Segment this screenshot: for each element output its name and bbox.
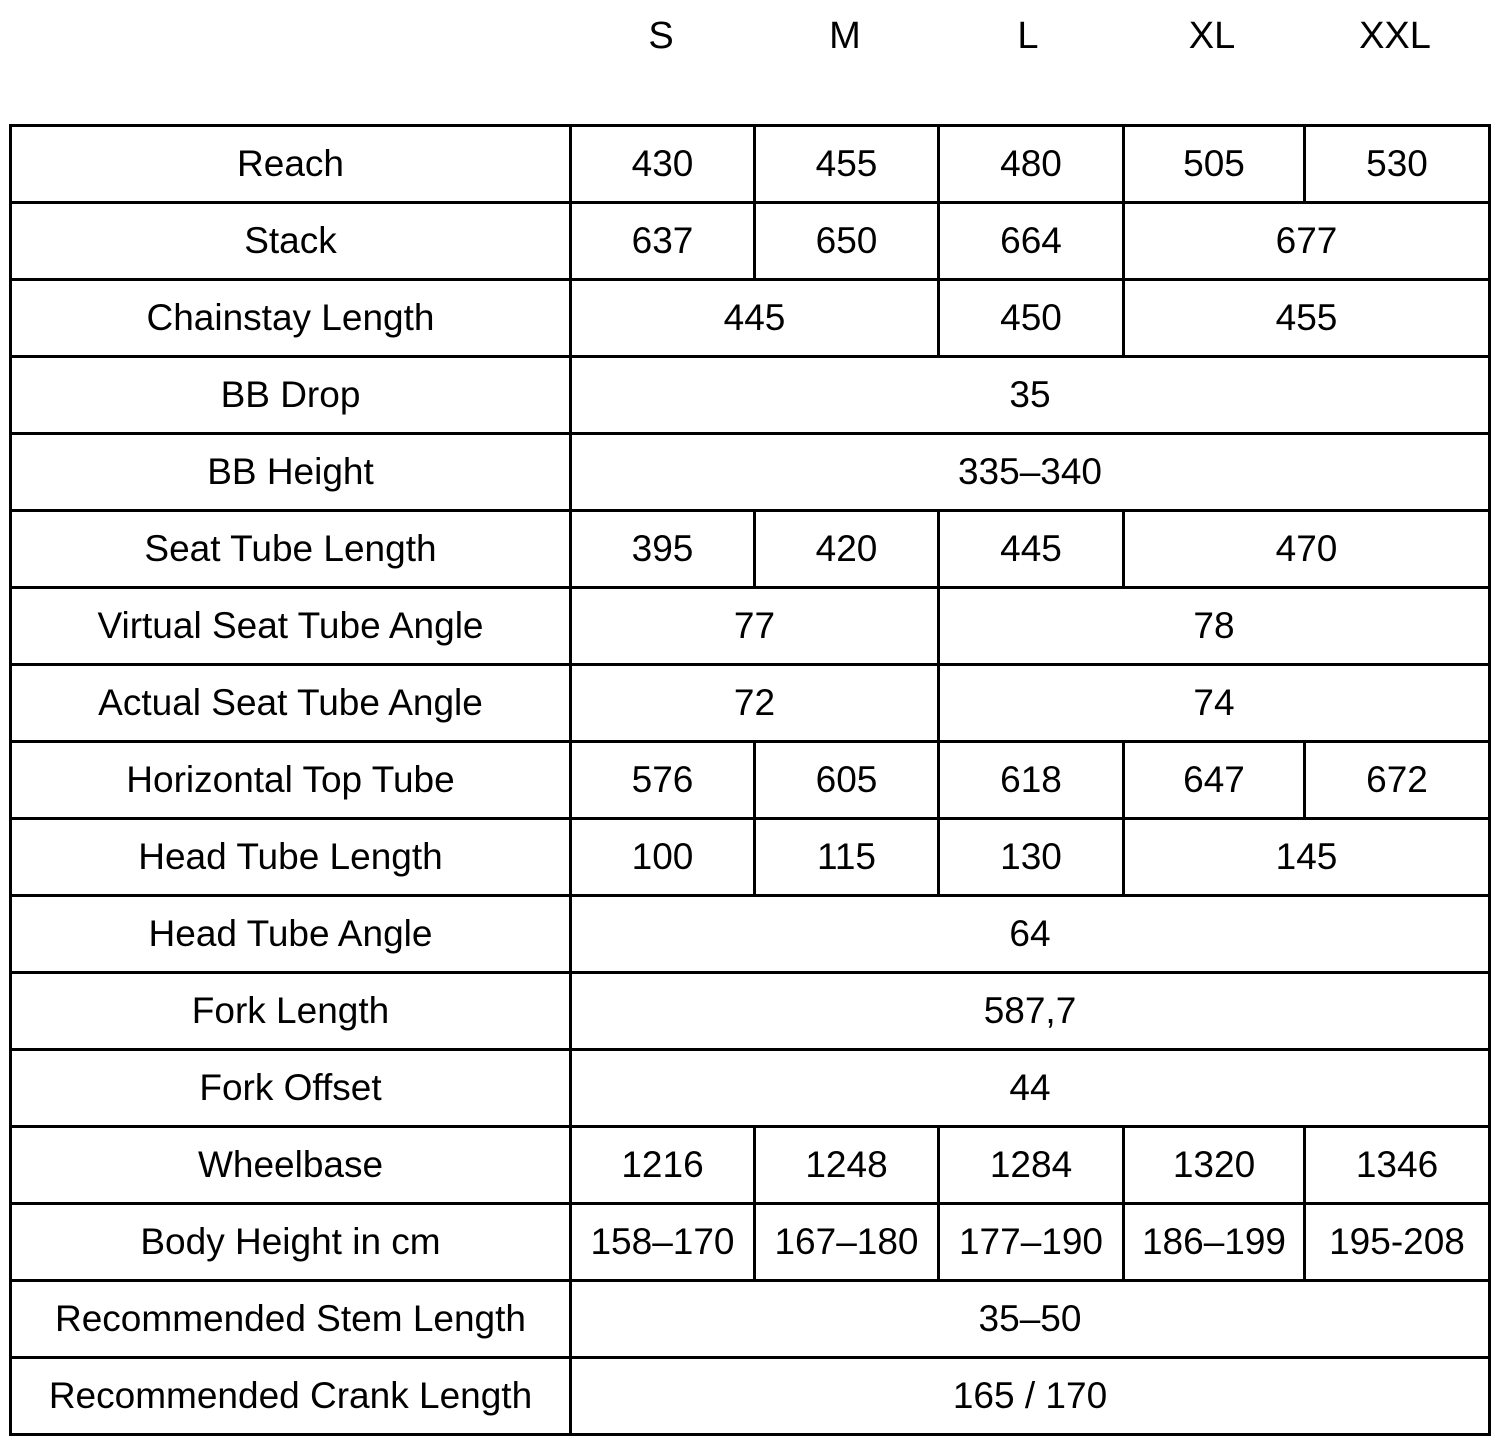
size-header-xxl: XXL xyxy=(1359,15,1431,57)
size-header-l: L xyxy=(1017,15,1039,57)
value-cell: 115 xyxy=(755,819,939,896)
table-row xyxy=(11,280,1490,357)
value-cell: 44 xyxy=(571,1050,1490,1127)
value-cell: 335–340 xyxy=(571,434,1490,511)
value-cell: 470 xyxy=(1124,511,1490,588)
value-cell: 72 xyxy=(571,665,939,742)
value-cell: 1284 xyxy=(939,1127,1124,1204)
value-cell: 480 xyxy=(939,126,1124,203)
value-cell: 430 xyxy=(571,126,755,203)
table-row xyxy=(11,665,1490,742)
value-cell: 167–180 xyxy=(755,1204,939,1281)
value-cell: 195-208 xyxy=(1305,1204,1490,1281)
row-label: Body Height in cm xyxy=(11,1204,571,1281)
table-row xyxy=(11,434,1490,511)
value-cell: 35 xyxy=(571,357,1490,434)
value-cell: 647 xyxy=(1124,742,1305,819)
row-label: Seat Tube Length xyxy=(11,511,571,588)
value-cell: 145 xyxy=(1124,819,1490,896)
value-cell: 158–170 xyxy=(571,1204,755,1281)
value-cell: 35–50 xyxy=(571,1281,1490,1358)
row-label: BB Drop xyxy=(11,357,571,434)
value-cell: 450 xyxy=(939,280,1124,357)
value-cell: 177–190 xyxy=(939,1204,1124,1281)
size-header-m: M xyxy=(829,15,861,57)
row-label: BB Height xyxy=(11,434,571,511)
row-label: Wheelbase xyxy=(11,1127,571,1204)
table-row xyxy=(11,1050,1490,1127)
row-label: Head Tube Length xyxy=(11,819,571,896)
value-cell: 1320 xyxy=(1124,1127,1305,1204)
table-row xyxy=(11,1204,1490,1281)
value-cell: 130 xyxy=(939,819,1124,896)
value-cell: 445 xyxy=(939,511,1124,588)
row-label: Fork Length xyxy=(11,973,571,1050)
value-cell: 64 xyxy=(571,896,1490,973)
geometry-table xyxy=(9,124,1491,1436)
row-label: Virtual Seat Tube Angle xyxy=(11,588,571,665)
table-row xyxy=(11,203,1490,280)
value-cell: 618 xyxy=(939,742,1124,819)
value-cell: 100 xyxy=(571,819,755,896)
value-cell: 672 xyxy=(1305,742,1490,819)
table-row xyxy=(11,126,1490,203)
row-label: Head Tube Angle xyxy=(11,896,571,973)
value-cell: 576 xyxy=(571,742,755,819)
value-cell: 677 xyxy=(1124,203,1490,280)
value-cell: 1248 xyxy=(755,1127,939,1204)
value-cell: 664 xyxy=(939,203,1124,280)
value-cell: 650 xyxy=(755,203,939,280)
size-header-xl: XL xyxy=(1188,15,1236,57)
row-label: Actual Seat Tube Angle xyxy=(11,665,571,742)
value-cell: 505 xyxy=(1124,126,1305,203)
table-row xyxy=(11,973,1490,1050)
value-cell: 455 xyxy=(755,126,939,203)
row-label: Recommended Crank Length xyxy=(11,1358,571,1435)
value-cell: 420 xyxy=(755,511,939,588)
table-row xyxy=(11,1281,1490,1358)
value-cell: 445 xyxy=(571,280,939,357)
size-header-s: S xyxy=(648,15,674,57)
value-cell: 395 xyxy=(571,511,755,588)
row-label: Stack xyxy=(11,203,571,280)
row-label: Horizontal Top Tube xyxy=(11,742,571,819)
value-cell: 1216 xyxy=(571,1127,755,1204)
value-cell: 587,7 xyxy=(571,973,1490,1050)
table-row xyxy=(11,742,1490,819)
table-row xyxy=(11,896,1490,973)
value-cell: 1346 xyxy=(1305,1127,1490,1204)
value-cell: 74 xyxy=(939,665,1490,742)
table-row xyxy=(11,511,1490,588)
value-cell: 77 xyxy=(571,588,939,665)
row-label: Fork Offset xyxy=(11,1050,571,1127)
value-cell: 78 xyxy=(939,588,1490,665)
table-row xyxy=(11,1358,1490,1435)
value-cell: 530 xyxy=(1305,126,1490,203)
row-label: Chainstay Length xyxy=(11,280,571,357)
value-cell: 186–199 xyxy=(1124,1204,1305,1281)
value-cell: 165 / 170 xyxy=(571,1358,1490,1435)
value-cell: 637 xyxy=(571,203,755,280)
row-label: Reach xyxy=(11,126,571,203)
table-row xyxy=(11,1127,1490,1204)
table-row xyxy=(11,588,1490,665)
table-row xyxy=(11,357,1490,434)
value-cell: 605 xyxy=(755,742,939,819)
row-label: Recommended Stem Length xyxy=(11,1281,571,1358)
table-row xyxy=(11,819,1490,896)
value-cell: 455 xyxy=(1124,280,1490,357)
